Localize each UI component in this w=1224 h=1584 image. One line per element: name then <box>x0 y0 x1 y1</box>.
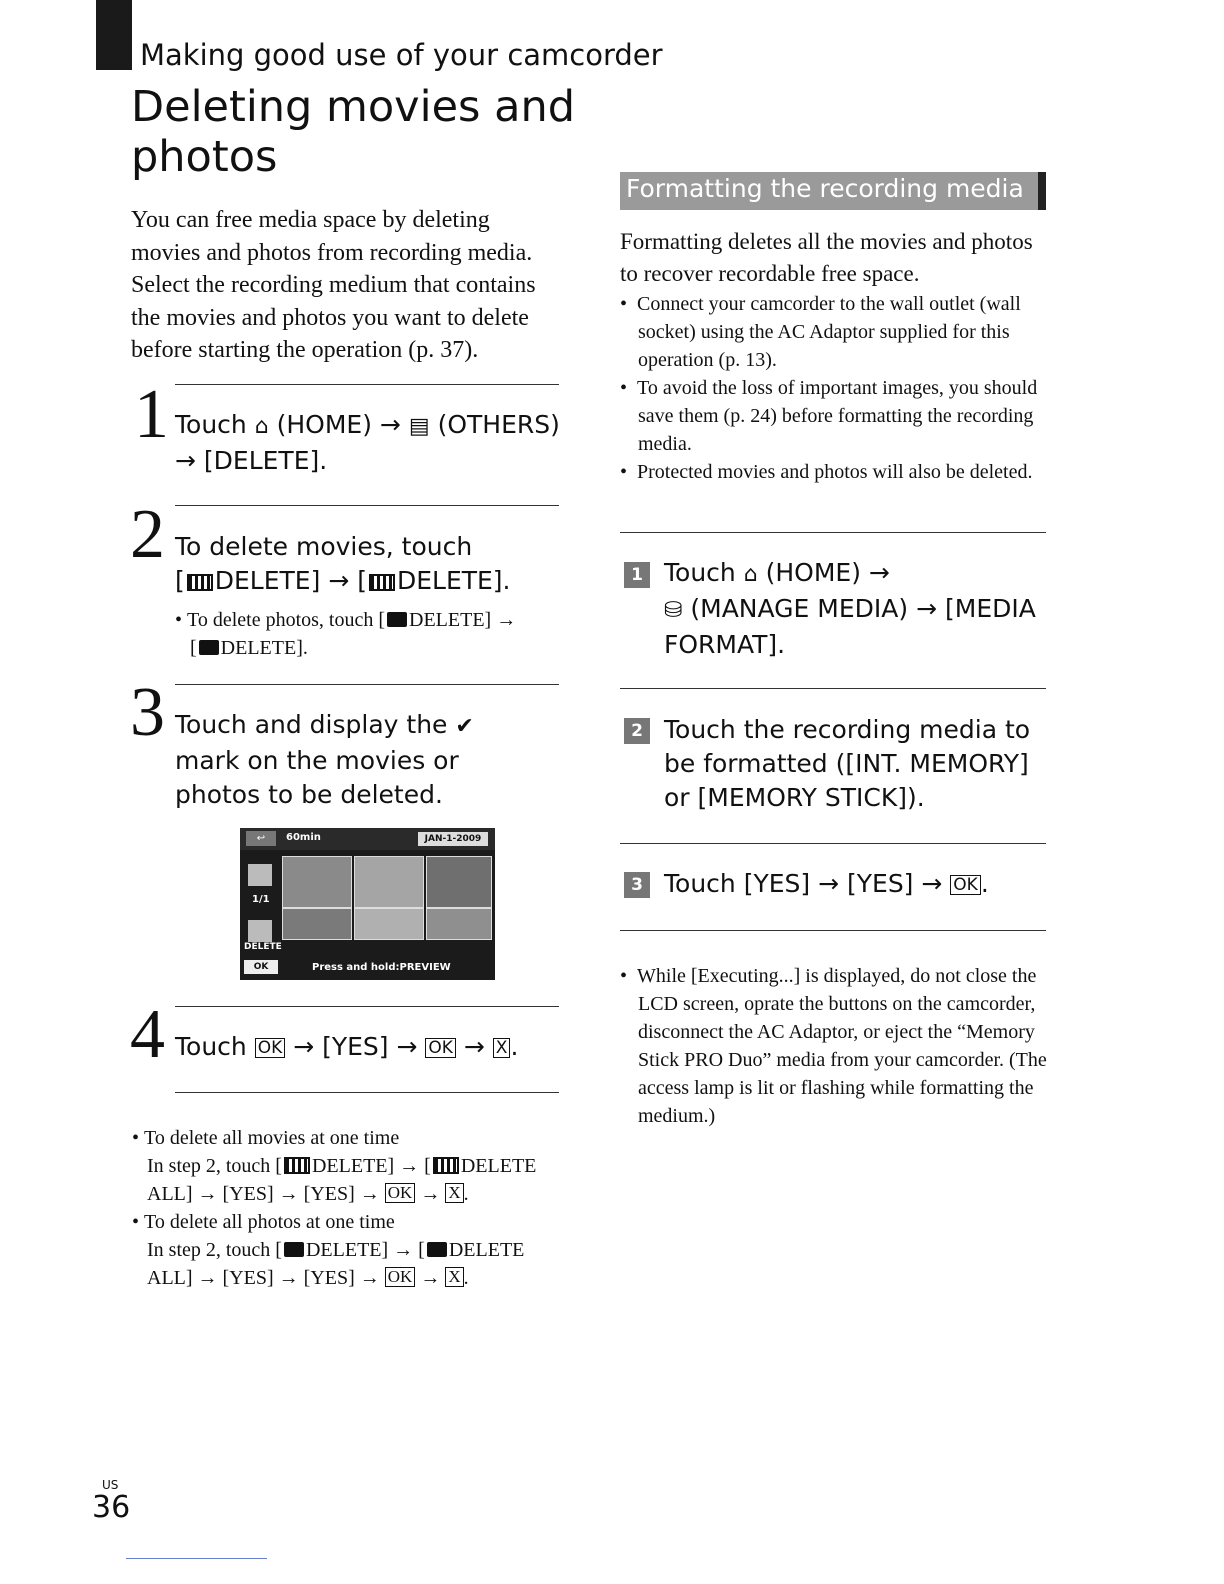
arrow: → <box>393 1239 414 1261</box>
step-badge: 3 <box>624 872 650 898</box>
step-badge: 2 <box>624 718 650 744</box>
close-icon: X <box>445 1183 463 1203</box>
step-number: 3 <box>130 674 165 751</box>
photo-icon <box>199 640 219 655</box>
arrow: → <box>868 558 890 587</box>
divider <box>620 843 1046 844</box>
ok-icon: OK <box>255 1038 286 1058</box>
arrow: → <box>359 1267 380 1289</box>
step-badge: 1 <box>624 562 650 588</box>
scroll-up-button[interactable] <box>248 864 272 886</box>
divider <box>175 505 559 506</box>
thumbnail[interactable] <box>426 856 492 908</box>
screen-sidebar <box>244 856 276 946</box>
list-item: • Protected movies and photos will also be deleted. <box>620 461 1033 483</box>
formatting-intro: Formatting deletes all the movies and photos to recover recordable free space. <box>620 229 1033 286</box>
divider <box>175 384 559 385</box>
date-display: JAN-1-2009 <box>418 832 488 846</box>
list-item: • To avoid the loss of important images, you should save them (p. 24) before formatting the recording media. <box>620 377 1038 455</box>
others-icon: ▤ <box>408 414 430 439</box>
arrow: → <box>175 446 196 475</box>
delete-mode-label: DELETE <box>244 942 282 952</box>
check-mark-icon: ✔ <box>455 714 474 739</box>
step-1-text: Touch ⌂ (HOME) → ▤ (OTHERS) → [DELETE]. <box>175 410 560 475</box>
movie-icon <box>284 1157 310 1174</box>
home-icon: ⌂ <box>254 414 269 439</box>
page-indicator: 1/1 <box>252 894 270 905</box>
arrow: → <box>278 1267 299 1289</box>
page-title: Deleting movies and photos <box>131 82 576 182</box>
arrow: → <box>278 1183 299 1205</box>
formatting-note: • While [Executing...] is displayed, do not close the LCD screen, oprate the buttons on the camcorder, disconnect the AC Adaptor, or eject the “Memory Stick PRO Duo” media from your camcorder. (The access lamp is lit or flashing while formatting the medium.) <box>620 965 1047 1127</box>
step-3-text: Touch and display the ✔ mark on the movies or photos to be deleted. <box>175 710 474 809</box>
step-number: 4 <box>130 996 165 1073</box>
delete-all-notes: • To delete all movies at one time In step 2, touch [ DELETE] → [ DELETE ALL] → [YES] → [YES] → OK → X . • To delete all photos at one time In step 2, touch [ DELETE] → [ DELETE ALL] → [YES] → [YES] → OK → X . <box>132 1127 537 1289</box>
movie-icon <box>433 1157 459 1174</box>
thumbnail[interactable] <box>354 908 424 940</box>
remaining-time: 60min <box>286 832 321 843</box>
step-2-text: To delete movies, touch [ DELETE] → [ DELETE]. <box>175 532 511 595</box>
photo-icon <box>387 612 407 627</box>
divider <box>620 688 1046 689</box>
arrow: → <box>396 1032 418 1061</box>
divider <box>175 684 559 685</box>
arrow: → <box>916 594 938 623</box>
formatting-section-header: Formatting the recording media <box>620 172 1046 210</box>
photo-icon <box>427 1242 447 1257</box>
divider <box>175 1092 559 1093</box>
bottom-rule <box>126 1558 267 1559</box>
scroll-down-button[interactable] <box>248 920 272 942</box>
formatting-bullets <box>620 290 1050 486</box>
thumbnail[interactable] <box>354 856 424 908</box>
format-step-1-text: Touch ⌂ (HOME) → ⛁ (MANAGE MEDIA) → [MEDIA FORMAT]. <box>664 558 1036 659</box>
photo-icon <box>284 1242 304 1257</box>
arrow: → <box>197 1267 218 1289</box>
arrow: → <box>328 566 350 595</box>
step-2-bullet: • To delete photos, touch [ DELETE] → [ DELETE]. <box>175 609 517 659</box>
intro-paragraph: You can free media space by deleting movies and photos from recording media. Select the recording medium that contains the movies and photos you want to delete before starting the operation (p. 37). <box>131 207 536 363</box>
ok-icon: OK <box>385 1183 416 1203</box>
page-language: US <box>102 1478 119 1492</box>
step-4-text: Touch OK → [YES] → OK → X . <box>175 1032 519 1061</box>
ok-button[interactable]: OK <box>244 960 278 974</box>
manage-media-icon: ⛁ <box>664 598 683 623</box>
format-step-2-text: Touch the recording media to be formatted ([INT. MEMORY] or [MEMORY STICK]). <box>664 715 1031 812</box>
step-number: 2 <box>130 496 165 573</box>
back-button[interactable]: ↩ <box>246 831 276 846</box>
arrow: → <box>379 410 401 439</box>
page-number: 36 <box>92 1490 131 1525</box>
arrow: → <box>818 869 840 898</box>
divider <box>620 930 1046 931</box>
list-item: • Connect your camcorder to the wall outlet (wall socket) using the AC Adaptor supplied for this operation (p. 13). <box>620 293 1021 371</box>
format-step-3-text: Touch [YES] → [YES] → OK . <box>664 869 989 898</box>
section-marker <box>96 0 132 70</box>
arrow: → <box>420 1183 441 1205</box>
arrow: → <box>420 1267 441 1289</box>
movie-icon <box>369 574 395 591</box>
arrow: → <box>197 1183 218 1205</box>
arrow: → <box>463 1032 485 1061</box>
ok-icon: OK <box>950 875 981 895</box>
movie-icon <box>187 574 213 591</box>
thumbnail[interactable] <box>282 856 352 908</box>
thumbnail[interactable] <box>282 908 352 940</box>
ok-icon: OK <box>425 1038 456 1058</box>
arrow: → <box>359 1183 380 1205</box>
divider <box>620 532 1046 533</box>
close-icon: X <box>445 1267 463 1287</box>
arrow: → <box>921 869 943 898</box>
ok-icon: OK <box>385 1267 416 1287</box>
arrow: → <box>293 1032 315 1061</box>
arrow: → <box>496 609 517 631</box>
arrow: → <box>399 1155 420 1177</box>
close-icon: X <box>493 1038 511 1058</box>
step-number: 1 <box>134 376 169 453</box>
divider <box>175 1006 559 1007</box>
section-label: Making good use of your camcorder <box>140 38 663 72</box>
preview-hint: Press and hold:PREVIEW <box>312 962 451 973</box>
home-icon: ⌂ <box>743 562 758 587</box>
thumbnail[interactable] <box>426 908 492 940</box>
camcorder-screen <box>240 828 495 980</box>
